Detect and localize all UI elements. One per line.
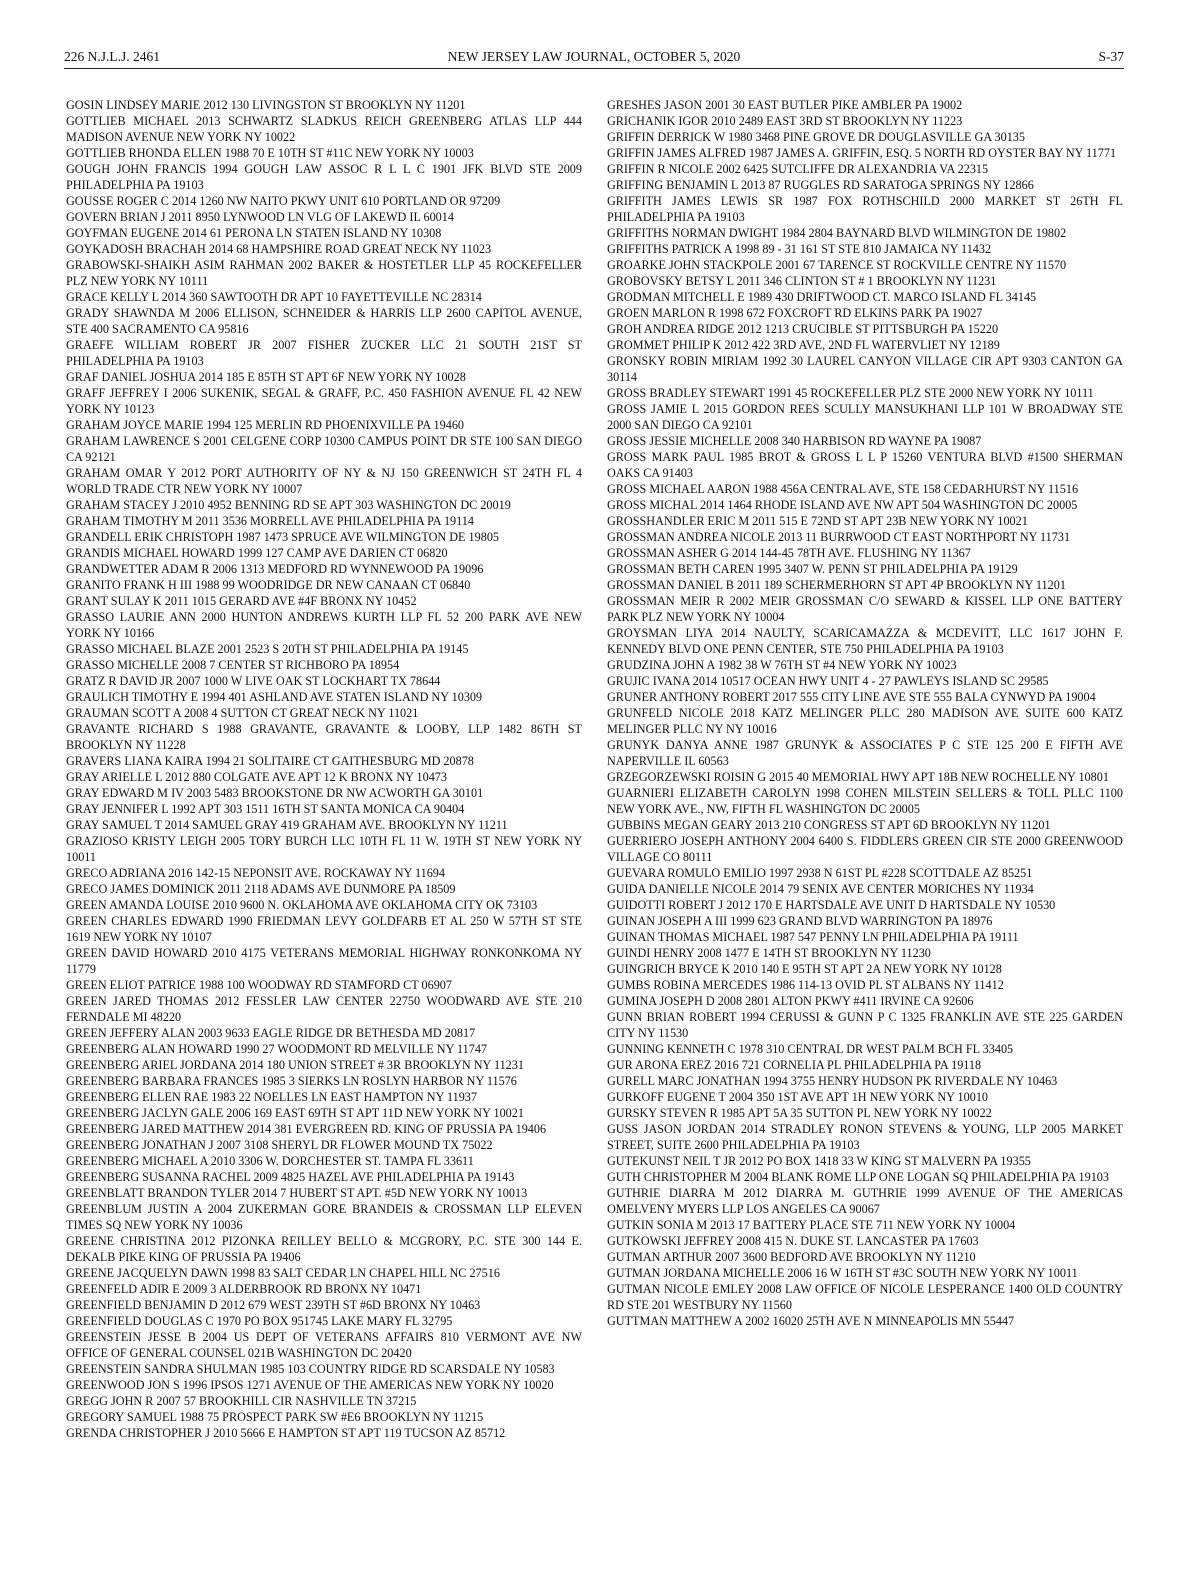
attorney-entry: GUTTMAN MATTHEW A 2002 16020 25TH AVE N MINNEAPOLIS MN 55447 — [607, 1314, 1015, 1328]
header-publication: NEW JERSEY LAW JOURNAL, OCTOBER 5, 2020 — [447, 49, 741, 64]
attorney-entry: GROYSMAN LIYA 2014 NAULTY, SCARICAMAZZA & MCDEVITT, LLC 1617 JOHN F. KENNEDY BLVD ONE PENN CENTER, STE 750 PHILADELPHIA PA 19103 — [607, 626, 1123, 656]
attorney-entry: GUARNIERI ELIZABETH CAROLYN 1998 COHEN MILSTEIN SELLERS & TOLL PLLC 1100 NEW YORK AVE., NW, FIFTH FL WASHINGTON DC 20005 — [607, 786, 1123, 816]
attorney-entry: GROSS MICHAL 2014 1464 RHODE ISLAND AVE NW APT 504 WASHINGTON DC 20005 — [607, 498, 1078, 512]
attorney-entry: GOTTLIEB MICHAEL 2013 SCHWARTZ SLADKUS REICH GREENBERG ATLAS LLP 444 MADISON AVENUE NEW YORK NY 10022 — [66, 114, 582, 144]
attorney-entry: GREENBLATT BRANDON TYLER 2014 7 HUBERT ST APT. #5D NEW YORK NY 10013 — [66, 1186, 528, 1200]
attorney-entry: GROSSMAN ASHER G 2014 144-45 78TH AVE. FLUSHING NY 11367 — [607, 546, 971, 560]
attorney-entry: GRIFFIN DERRICK W 1980 3468 PINE GROVE DR DOUGLASVILLE GA 30135 — [607, 130, 1025, 144]
attorney-entry: GROEN MARLON R 1998 672 FOXCROFT RD ELKINS PARK PA 19027 — [607, 306, 983, 320]
attorney-entry: GURSKY STEVEN R 1985 APT 5A 35 SUTTON PL NEW YORK NY 10022 — [607, 1106, 992, 1120]
attorney-entry: GRESHES JASON 2001 30 EAST BUTLER PIKE AMBLER PA 19002 — [607, 98, 963, 112]
attorney-entry: GUMBS ROBINA MERCEDES 1986 114-13 OVID PL ST ALBANS NY 11412 — [607, 978, 1004, 992]
attorney-entry: GURELL MARC JONATHAN 1994 3755 HENRY HUDSON PK RIVERDALE NY 10463 — [607, 1074, 1058, 1088]
attorney-entry: GREEN ELIOT PATRICE 1988 100 WOODWAY RD STAMFORD CT 06907 — [66, 978, 452, 992]
attorney-entry: GREENBERG JONATHAN J 2007 3108 SHERYL DR FLOWER MOUND TX 75022 — [66, 1138, 493, 1152]
attorney-entry: GRASSO MICHAEL BLAZE 2001 2523 S 20TH ST PHILADELPHIA PA 19145 — [66, 642, 469, 656]
attorney-entry: GUIDA DANIELLE NICOLE 2014 79 SENIX AVE CENTER MORICHES NY 11934 — [607, 882, 1034, 896]
attorney-entry: GROBOVSKY BETSY L 2011 346 CLINTON ST # 1 BROOKLYN NY 11231 — [607, 274, 997, 288]
attorney-entry: GRIFFITHS PATRICK A 1998 89 - 31 161 ST STE 810 JAMAICA NY 11432 — [607, 242, 992, 256]
attorney-entry: GRODMAN MITCHELL E 1989 430 DRIFTWOOD CT. MARCO ISLAND FL 34145 — [607, 290, 1037, 304]
right-column — [607, 97, 1123, 1329]
attorney-entry: GRAHAM STACEY J 2010 4952 BENNING RD SE APT 303 WASHINGTON DC 20019 — [66, 498, 511, 512]
attorney-entry: GREEN JARED THOMAS 2012 FESSLER LAW CENTER 22750 WOODWARD AVE STE 210 FERNDALE MI 48220 — [66, 994, 582, 1024]
attorney-entry: GRANDWETTER ADAM R 2006 1313 MEDFORD RD WYNNEWOOD PA 19096 — [66, 562, 484, 576]
attorney-entry: GROSSHANDLER ERIC M 2011 515 E 72ND ST APT 23B NEW YORK NY 10021 — [607, 514, 1028, 528]
attorney-entry: GREENBERG ALAN HOWARD 1990 27 WOODMONT RD MELVILLE NY 11747 — [66, 1042, 488, 1056]
attorney-entry: GUMINA JOSEPH D 2008 2801 ALTON PKWY #411 IRVINE CA 92606 — [607, 994, 974, 1008]
attorney-entry: GRECO ADRIANA 2016 142-15 NEPONSIT AVE. ROCKAWAY NY 11694 — [66, 866, 445, 880]
attorney-entry: GOVERN BRIAN J 2011 8950 LYNWOOD LN VLG OF LAKEWD IL 60014 — [66, 210, 454, 224]
attorney-entry: GUTMAN JORDANA MICHELLE 2006 16 W 16TH ST #3C SOUTH NEW YORK NY 10011 — [607, 1266, 1078, 1280]
attorney-entry: GRUJIC IVANA 2014 10517 OCEAN HWY UNIT 4 - 27 PAWLEYS ISLAND SC 29585 — [607, 674, 1049, 688]
attorney-entry: GRENDA CHRISTOPHER J 2010 5666 E HAMPTON ST APT 119 TUCSON AZ 85712 — [66, 1426, 506, 1440]
attorney-entry: GRAHAM LAWRENCE S 2001 CELGENE CORP 10300 CAMPUS POINT DR STE 100 SAN DIEGO CA 92121 — [66, 434, 582, 464]
attorney-entry: GREENBERG MICHAEL A 2010 3306 W. DORCHESTER ST. TAMPA FL 33611 — [66, 1154, 474, 1168]
attorney-entry: GRICHANIK IGOR 2010 2489 EAST 3RD ST BROOKLYN NY 11223 — [607, 114, 963, 128]
attorney-entry: GRADY SHAWNDA M 2006 ELLISON, SCHNEIDER & HARRIS LLP 2600 CAPITOL AVENUE, STE 400 SACRAMENTO CA 95816 — [66, 306, 582, 336]
attorney-entry: GUTKOWSKI JEFFREY 2008 415 N. DUKE ST. LANCASTER PA 17603 — [607, 1234, 979, 1248]
attorney-entry: GRANITO FRANK H III 1988 99 WOODRIDGE DR NEW CANAAN CT 06840 — [66, 578, 471, 592]
attorney-entry: GRAULICH TIMOTHY E 1994 401 ASHLAND AVE STATEN ISLAND NY 10309 — [66, 690, 483, 704]
attorney-entry: GREEN CHARLES EDWARD 1990 FRIEDMAN LEVY GOLDFARB ET AL 250 W 57TH ST STE 1619 NEW YORK NY 10107 — [66, 914, 582, 944]
attorney-entry: GOSIN LINDSEY MARIE 2012 130 LIVINGSTON ST BROOKLYN NY 11201 — [66, 98, 466, 112]
attorney-entry: GROSSMAN DANIEL B 2011 189 SCHERMERHORN ST APT 4P BROOKLYN NY 11201 — [607, 578, 1066, 592]
attorney-entry: GRUDZINA JOHN A 1982 38 W 76TH ST #4 NEW YORK NY 10023 — [607, 658, 957, 672]
attorney-entry: GRATZ R DAVID JR 2007 1000 W LIVE OAK ST LOCKHART TX 78644 — [66, 674, 441, 688]
attorney-entry: GUIDOTTI ROBERT J 2012 170 E HARTSDALE AVE UNIT D HARTSDALE NY 10530 — [607, 898, 1056, 912]
attorney-entry: GRECO JAMES DOMINICK 2011 2118 ADAMS AVE DUNMORE PA 18509 — [66, 882, 456, 896]
attorney-entry: GREENBERG JARED MATTHEW 2014 381 EVERGREEN RD. KING OF PRUSSIA PA 19406 — [66, 1122, 547, 1136]
attorney-entry: GROMMET PHILIP K 2012 422 3RD AVE, 2ND FL WATERVLIET NY 12189 — [607, 338, 1000, 352]
attorney-entry: GROARKE JOHN STACKPOLE 2001 67 TARENCE ST ROCKVILLE CENTRE NY 11570 — [607, 258, 1067, 272]
attorney-entry: GRAY SAMUEL T 2014 SAMUEL GRAY 419 GRAHAM AVE. BROOKLYN NY 11211 — [66, 818, 508, 832]
running-header — [64, 48, 1124, 69]
header-citation: 226 N.J.L.J. 2461 — [64, 49, 161, 64]
attorney-entry: GUINDI HENRY 2008 1477 E 14TH ST BROOKLYN NY 11230 — [607, 946, 931, 960]
attorney-entry: GRAHAM TIMOTHY M 2011 3536 MORRELL AVE PHILADELPHIA PA 19114 — [66, 514, 474, 528]
attorney-entry: GRIFFITHS NORMAN DWIGHT 1984 2804 BAYNARD BLVD WILMINGTON DE 19802 — [607, 226, 1067, 240]
attorney-entry: GRABOWSKI-SHAIKH ASIM RAHMAN 2002 BAKER & HOSTETLER LLP 45 ROCKEFELLER PLZ NEW YORK NY 10111 — [66, 258, 582, 288]
attorney-entry: GROH ANDREA RIDGE 2012 1213 CRUCIBLE ST PITTSBURGH PA 15220 — [607, 322, 999, 336]
attorney-entry: GRANDELL ERIK CHRISTOPH 1987 1473 SPRUCE AVE WILMINGTON DE 19805 — [66, 530, 500, 544]
attorney-entry: GROSS MICHAEL AARON 1988 456A CENTRAL AVE, STE 158 CEDARHURST NY 11516 — [607, 482, 1079, 496]
attorney-entry: GREENWOOD JON S 1996 IPSOS 1271 AVENUE OF THE AMERICAS NEW YORK NY 10020 — [66, 1378, 554, 1392]
attorney-entry: GREENBERG SUSANNA RACHEL 2009 4825 HAZEL AVE PHILADELPHIA PA 19143 — [66, 1170, 515, 1184]
attorney-entry: GUTH CHRISTOPHER M 2004 BLANK ROME LLP ONE LOGAN SQ PHILADELPHIA PA 19103 — [607, 1170, 1109, 1184]
attorney-entry: GOUGH JOHN FRANCIS 1994 GOUGH LAW ASSOC R L L C 1901 JFK BLVD STE 2009 PHILADELPHIA PA 19103 — [66, 162, 582, 192]
attorney-entry: GRASSO MICHELLE 2008 7 CENTER ST RICHBORO PA 18954 — [66, 658, 400, 672]
attorney-entry: GREENBLUM JUSTIN A 2004 ZUKERMAN GORE BRANDEIS & CROSSMAN LLP ELEVEN TIMES SQ NEW YORK NY 10036 — [66, 1202, 582, 1232]
attorney-entry: GUTMAN ARTHUR 2007 3600 BEDFORD AVE BROOKLYN NY 11210 — [607, 1250, 976, 1264]
attorney-entry: GRZEGORZEWSKI ROISIN G 2015 40 MEMORIAL HWY APT 18B NEW ROCHELLE NY 10801 — [607, 770, 1109, 784]
attorney-entry: GRAY EDWARD M IV 2003 5483 BROOKSTONE DR NW ACWORTH GA 30101 — [66, 786, 484, 800]
attorney-entry: GUERRIERO JOSEPH ANTHONY 2004 6400 S. FIDDLERS GREEN CIR STE 2000 GREENWOOD VILLAGE CO 80111 — [607, 834, 1123, 864]
attorney-entry: GRAF DANIEL JOSHUA 2014 185 E 85TH ST APT 6F NEW YORK NY 10028 — [66, 370, 466, 384]
attorney-entry: GROSSMAN BETH CAREN 1995 3407 W. PENN ST PHILADELPHIA PA 19129 — [607, 562, 1018, 576]
attorney-entry: GRAHAM OMAR Y 2012 PORT AUTHORITY OF NY & NJ 150 GREENWICH ST 24TH FL 4 WORLD TRADE CTR NEW YORK NY 10007 — [66, 466, 582, 496]
attorney-entry: GREENSTEIN SANDRA SHULMAN 1985 103 COUNTRY RIDGE RD SCARSDALE NY 10583 — [66, 1362, 555, 1376]
attorney-entry: GREENFIELD BENJAMIN D 2012 679 WEST 239TH ST #6D BRONX NY 10463 — [66, 1298, 481, 1312]
attorney-entry: GRANDIS MICHAEL HOWARD 1999 127 CAMP AVE DARIEN CT 06820 — [66, 546, 448, 560]
attorney-entry: GREEN DAVID HOWARD 2010 4175 VETERANS MEMORIAL HIGHWAY RONKONKOMA NY 11779 — [66, 946, 582, 976]
attorney-entry: GRUNER ANTHONY ROBERT 2017 555 CITY LINE AVE STE 555 BALA CYNWYD PA 19004 — [607, 690, 1096, 704]
attorney-entry: GOTTLIEB RHONDA ELLEN 1988 70 E 10TH ST #11C NEW YORK NY 10003 — [66, 146, 474, 160]
attorney-entry: GRUNYK DANYA ANNE 1987 GRUNYK & ASSOCIATES P C STE 125 200 E FIFTH AVE NAPERVILLE IL 60563 — [607, 738, 1123, 768]
attorney-entry: GUTKIN SONIA M 2013 17 BATTERY PLACE STE 711 NEW YORK NY 10004 — [607, 1218, 1016, 1232]
attorney-entry: GRAZIOSO KRISTY LEIGH 2005 TORY BURCH LLC 10TH FL 11 W. 19TH ST NEW YORK NY 10011 — [66, 834, 582, 864]
attorney-entry: GRAVANTE RICHARD S 1988 GRAVANTE, GRAVANTE & LOOBY, LLP 1482 86TH ST BROOKLYN NY 11228 — [66, 722, 582, 752]
attorney-entry: GREEN JEFFERY ALAN 2003 9633 EAGLE RIDGE DR BETHESDA MD 20817 — [66, 1026, 476, 1040]
attorney-entry: GREENE CHRISTINA 2012 PIZONKA REILLEY BELLO & MCGRORY, P.C. STE 300 144 E. DEKALB PIKE KING OF PRUSSIA PA 19406 — [66, 1234, 582, 1264]
header-page-number: S-37 — [1098, 49, 1124, 64]
attorney-entry: GRONSKY ROBIN MIRIAM 1992 30 LAUREL CANYON VILLAGE CIR APT 9303 CANTON GA 30114 — [607, 354, 1123, 384]
attorney-entry: GURKOFF EUGENE T 2004 350 1ST AVE APT 1H NEW YORK NY 10010 — [607, 1090, 989, 1104]
attorney-entry: GREENSTEIN JESSE B 2004 US DEPT OF VETERANS AFFAIRS 810 VERMONT AVE NW OFFICE OF GENERAL COUNSEL 021B WASHINGTON DC 20420 — [66, 1330, 582, 1360]
attorney-entry: GOUSSE ROGER C 2014 1260 NW NAITO PKWY UNIT 610 PORTLAND OR 97209 — [66, 194, 501, 208]
attorney-entry: GUSS JASON JORDAN 2014 STRADLEY RONON STEVENS & YOUNG, LLP 2005 MARKET STREET, SUITE 2600 PHILADELPHIA PA 19103 — [607, 1122, 1123, 1152]
attorney-entry: GRANT SULAY K 2011 1015 GERARD AVE #4F BRONX NY 10452 — [66, 594, 417, 608]
attorney-entry: GROSS JAMIE L 2015 GORDON REES SCULLY MANSUKHANI LLP 101 W BROADWAY STE 2000 SAN DIEGO CA 92101 — [607, 402, 1123, 432]
attorney-entry: GOYFMAN EUGENE 2014 61 PERONA LN STATEN ISLAND NY 10308 — [66, 226, 442, 240]
attorney-entry: GRIFFIN JAMES ALFRED 1987 JAMES A. GRIFFIN, ESQ. 5 NORTH RD OYSTER BAY NY 11771 — [607, 146, 1117, 160]
attorney-entry: GRAY JENNIFER L 1992 APT 303 1511 16TH ST SANTA MONICA CA 90404 — [66, 802, 465, 816]
attorney-entry: GRASSO LAURIE ANN 2000 HUNTON ANDREWS KURTH LLP FL 52 200 PARK AVE NEW YORK NY 10166 — [66, 610, 582, 640]
attorney-entry: GRAVERS LIANA KAIRA 1994 21 SOLITAIRE CT GAITHESBURG MD 20878 — [66, 754, 474, 768]
attorney-entry: GUTMAN NICOLE EMLEY 2008 LAW OFFICE OF NICOLE LESPERANCE 1400 OLD COUNTRY RD STE 201 WESTBURY NY 11560 — [607, 1282, 1123, 1312]
attorney-entry: GRIFFING BENJAMIN L 2013 87 RUGGLES RD SARATOGA SPRINGS NY 12866 — [607, 178, 1034, 192]
attorney-entry: GUBBINS MEGAN GEARY 2013 210 CONGRESS ST APT 6D BROOKLYN NY 11201 — [607, 818, 1051, 832]
attorney-entry: GRAY ARIELLE L 2012 880 COLGATE AVE APT 12 K BRONX NY 10473 — [66, 770, 447, 784]
attorney-entry: GREGG JOHN R 2007 57 BROOKHILL CIR NASHVILLE TN 37215 — [66, 1394, 417, 1408]
attorney-entry: GRAHAM JOYCE MARIE 1994 125 MERLIN RD PHOENIXVILLE PA 19460 — [66, 418, 465, 432]
attorney-entry: GUNNING KENNETH C 1978 310 CENTRAL DR WEST PALM BCH FL 33405 — [607, 1042, 1014, 1056]
attorney-entry: GUTHRIE DIARRA M 2012 DIARRA M. GUTHRIE 1999 AVENUE OF THE AMERICAS OMELVENY MYERS LLP LOS ANGELES CA 90067 — [607, 1186, 1123, 1216]
attorney-entry: GROSS MARK PAUL 1985 BROT & GROSS L L P 15260 VENTURA BLVD #1500 SHERMAN OAKS CA 91403 — [607, 450, 1123, 480]
attorney-entry: GRAFF JEFFREY I 2006 SUKENIK, SEGAL & GRAFF, P.C. 450 FASHION AVENUE FL 42 NEW YORK NY 10123 — [66, 386, 582, 416]
attorney-entry: GREENFELD ADIR E 2009 3 ALDERBROOK RD BRONX NY 10471 — [66, 1282, 422, 1296]
attorney-entry: GUR ARONA EREZ 2016 721 CORNELIA PL PHILADELPHIA PA 19118 — [607, 1058, 982, 1072]
attorney-entry: GROSS JESSIE MICHELLE 2008 340 HARBISON RD WAYNE PA 19087 — [607, 434, 982, 448]
attorney-entry: GOYKADOSH BRACHAH 2014 68 HAMPSHIRE ROAD GREAT NECK NY 11023 — [66, 242, 492, 256]
attorney-entry: GRUNFELD NICOLE 2018 KATZ MELINGER PLLC 280 MADISON AVE SUITE 600 KATZ MELINGER PLLC NY NY 10016 — [607, 706, 1123, 736]
attorney-entry: GROSS BRADLEY STEWART 1991 45 ROCKEFELLER PLZ STE 2000 NEW YORK NY 10111 — [607, 386, 1094, 400]
attorney-entry: GUINGRICH BRYCE K 2010 140 E 95TH ST APT 2A NEW YORK NY 10128 — [607, 962, 1002, 976]
attorney-entry: GUEVARA ROMULO EMILIO 1997 2938 N 61ST PL #228 SCOTTDALE AZ 85251 — [607, 866, 1033, 880]
attorney-entry: GREENBERG ELLEN RAE 1983 22 NOELLES LN EAST HAMPTON NY 11937 — [66, 1090, 477, 1104]
attorney-entry: GRIFFIN R NICOLE 2002 6425 SUTCLIFFE DR ALEXANDRIA VA 22315 — [607, 162, 989, 176]
attorney-entry: GUINAN THOMAS MICHAEL 1987 547 PENNY LN PHILADELPHIA PA 19111 — [607, 930, 1019, 944]
attorney-entry: GREGORY SAMUEL 1988 75 PROSPECT PARK SW #E6 BROOKLYN NY 11215 — [66, 1410, 484, 1424]
attorney-entry: GROSSMAN ANDREA NICOLE 2013 11 BURRWOOD CT EAST NORTHPORT NY 11731 — [607, 530, 1071, 544]
attorney-entry: GROSSMAN MEIR R 2002 MEIR GROSSMAN C/O SEWARD & KISSEL LLP ONE BATTERY PARK PLZ NEW YORK NY 10004 — [607, 594, 1123, 624]
attorney-entry: GRACE KELLY L 2014 360 SAWTOOTH DR APT 10 FAYETTEVILLE NC 28314 — [66, 290, 482, 304]
attorney-entry: GREENE JACQUELYN DAWN 1998 83 SALT CEDAR LN CHAPEL HILL NC 27516 — [66, 1266, 500, 1280]
attorney-entry: GREENBERG JACLYN GALE 2006 169 EAST 69TH ST APT 11D NEW YORK NY 10021 — [66, 1106, 524, 1120]
attorney-entry: GRAEFE WILLIAM ROBERT JR 2007 FISHER ZUCKER LLC 21 SOUTH 21ST ST PHILADELPHIA PA 19103 — [66, 338, 582, 368]
attorney-entry: GREENBERG BARBARA FRANCES 1985 3 SIERKS LN ROSLYN HARBOR NY 11576 — [66, 1074, 517, 1088]
attorney-entry: GREENBERG ARIEL JORDANA 2014 180 UNION STREET # 3R BROOKLYN NY 11231 — [66, 1058, 524, 1072]
attorney-entry: GUINAN JOSEPH A III 1999 623 GRAND BLVD WARRINGTON PA 18976 — [607, 914, 993, 928]
attorney-entry: GREENFIELD DOUGLAS C 1970 PO BOX 951745 LAKE MARY FL 32795 — [66, 1314, 453, 1328]
attorney-entry: GUTEKUNST NEIL T JR 2012 PO BOX 1418 33 W KING ST MALVERN PA 19355 — [607, 1154, 1031, 1168]
attorney-entry: GREEN AMANDA LOUISE 2010 9600 N. OKLAHOMA AVE OKLAHOMA CITY OK 73103 — [66, 898, 538, 912]
attorney-entry: GRIFFITH JAMES LEWIS SR 1987 FOX ROTHSCHILD 2000 MARKET ST 26TH FL PHILADELPHIA PA 19103 — [607, 194, 1123, 224]
attorney-entry: GUNN BRIAN ROBERT 1994 CERUSSI & GUNN P C 1325 FRANKLIN AVE STE 225 GARDEN CITY NY 11530 — [607, 1010, 1123, 1040]
left-column — [66, 97, 582, 1441]
attorney-entry: GRAUMAN SCOTT A 2008 4 SUTTON CT GREAT NECK NY 11021 — [66, 706, 419, 720]
